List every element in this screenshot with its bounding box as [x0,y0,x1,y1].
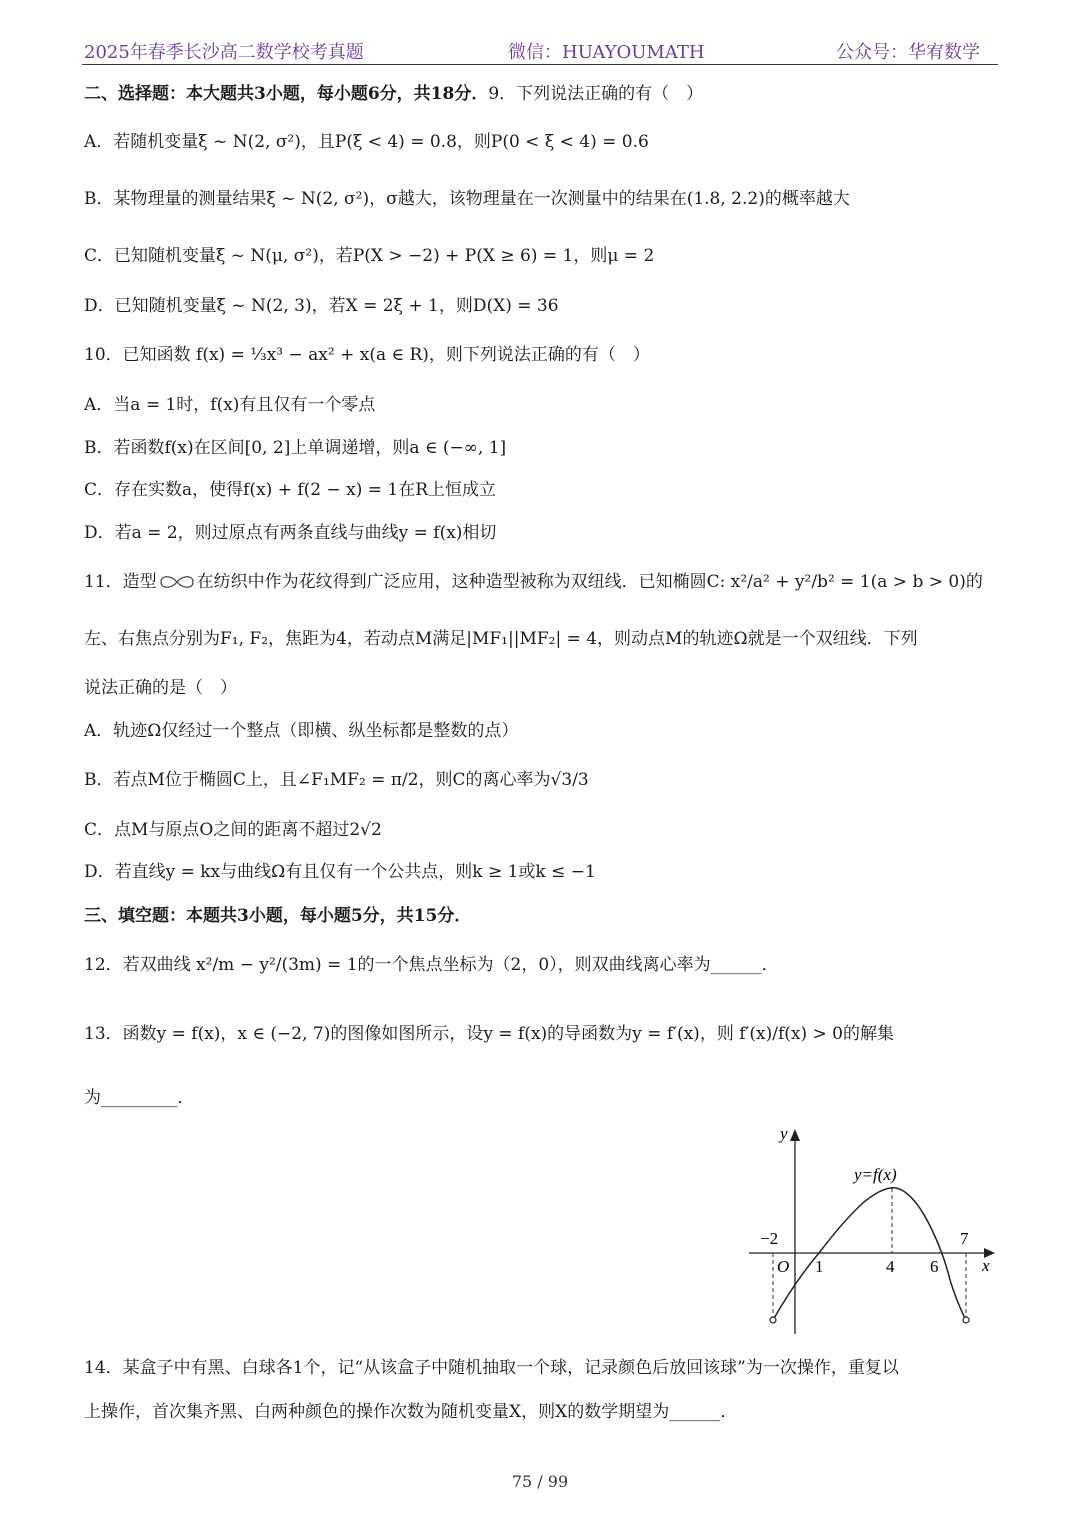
q13-line1: 13．函数y = f(x)，x ∈ (−2, 7)的图像如图所示，设y = f(x)的导函数为y = f′(x)，则 f′(x)/f(x) > 0的解集 [84,1024,894,1044]
q11-option-c: C．点M与原点O之间的距离不超过2√2 [84,820,382,840]
function-graph [744,1120,1004,1340]
q13-line2: 为_________． [84,1088,195,1108]
header-right: 公众号：华宥数学 [836,42,980,63]
q14-line2: 上操作，首次集齐黑、白两种颜色的操作次数为随机变量X，则X的数学期望为______． [84,1402,738,1422]
q9-option-c: C．已知随机变量ξ ~ N(μ, σ²)，若P(X > −2) + P(X ≥ 6) = 1，则μ = 2 [84,246,655,266]
q9-option-d: D．已知随机变量ξ ~ N(2, 3)，若X = 2ξ + 1，则D(X) = 36 [84,296,559,316]
y-axis-label: y [780,1124,788,1143]
q10-option-c: C．存在实数a，使得f(x) + f(2 − x) = 1在R上恒成立 [84,480,497,500]
tick-label-7: 7 [960,1229,969,1248]
section2-heading: 二、选择题：本大题共3小题，每小题6分，共18分． [84,84,489,104]
open-endpoint-right [963,1317,969,1323]
lemniscate-icon [157,575,197,589]
q11-option-b: B．若点M位于椭圆C上，且∠F₁MF₂ = π/2，则C的离心率为√3/3 [84,770,589,790]
tick-label-1: 1 [815,1257,824,1276]
q11-option-a: A．轨迹Ω仅经过一个整点（即横、纵坐标都是整数的点） [84,721,519,741]
q11-option-d: D．若直线y = kx与曲线Ω有且仅有一个公共点，则k ≥ 1或k ≤ −1 [84,862,596,882]
q9-option-a: A．若随机变量ξ ~ N(2, σ²)，且P(ξ < 4) = 0.8，则P(0 < ξ < 4) = 0.6 [84,132,649,152]
tick-label-neg2: −2 [760,1229,779,1248]
q11-stem-line2: 左、右焦点分别为F₁, F₂，焦距为4，若动点M满足|MF₁||MF₂| = 4，则动点M的轨迹Ω就是一个双纽线．下列 [84,629,918,649]
header-center: 微信：HUAYOUMATH [508,42,705,63]
function-curve [773,1188,966,1320]
q10-option-b: B．若函数f(x)在区间[0, 2]上单调递增，则a ∈ (−∞, 1] [84,438,507,458]
q10-option-a: A．当a = 1时，f(x)有且仅有一个零点 [84,395,376,415]
header-left: 2025年春季长沙高二数学校考真题 [84,42,364,63]
section3-heading: 三、填空题：本题共3小题，每小题5分，共15分． [84,906,472,926]
tick-label-4: 4 [886,1257,895,1276]
q12-text: 12．若双曲线 x²/m − y²/(3m) = 1的一个焦点坐标为（2，0），则双曲线离心率为______． [84,955,779,975]
q14-line1: 14．某盒子中有黑、白球各1个，记“从该盒子中随机抽取一个球，记录颜色后放回该球”为一次操作，重复以 [84,1358,899,1378]
curve-label: y=f(x) [854,1165,897,1184]
q11-stem-line3: 说法正确的是（ ） [84,678,237,698]
q10-option-d: D．若a = 2，则过原点有两条直线与曲线y = f(x)相切 [84,523,497,543]
origin-label: O [777,1257,790,1276]
q9-stem: 9．下列说法正确的有（ ） [488,84,704,104]
q11-stem-part1: 11．造型 [84,572,157,592]
q9-option-b: B．某物理量的测量结果ξ ~ N(2, σ²)，σ越大，该物理量在一次测量中的结果在(1.8, 2.2)的概率越大 [84,189,850,209]
q9-heading-line [84,82,1004,106]
x-axis-label: x [982,1256,990,1275]
page-number: 75 / 99 [511,1472,569,1491]
q11-stem-part2: 在纺织中作为花纹得到广泛应用，这种造型被称为双纽线．已知椭圆C: x²/a² + y²/b² = 1(a > b > 0)的 [196,572,983,592]
open-endpoint-left [770,1317,776,1323]
y-axis-arrow [790,1129,800,1141]
tick-label-6: 6 [930,1257,939,1276]
header-divider [82,64,998,65]
q11-stem-line1 [84,570,1004,594]
q10-stem: 10．已知函数 f(x) = ⅓x³ − ax² + x(a ∈ R)，则下列说法正确的有（ ） [84,345,650,365]
